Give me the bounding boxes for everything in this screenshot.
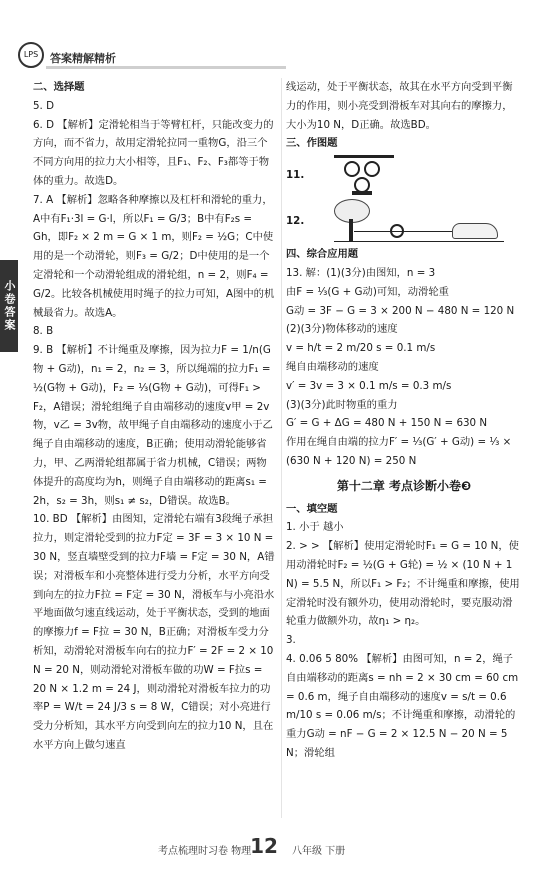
answer-paragraph: 绳自由端移动的速度	[286, 360, 379, 373]
car-tree-diagram-icon	[334, 199, 504, 243]
section-heading: 三、作图题	[286, 137, 338, 150]
answer-paragraph: 7. A 【解析】忽略各种摩擦以及杠杆和滑轮的重力，A中有F₁·3l = G·l，所以F₁ = G/3；B中有F₂s = Gh，即F₂ × 2 m = G × 1 m，则F₂ = ½G；C中使用的是一个动滑轮，则F₃ = G/2；D中使用的是一个定滑轮和一个动滑轮组成的滑轮组，n = 2，则F₄ = G/2。比较各机械使用时绳子的拉力可知，A图中的机械最省力。故选A。	[33, 193, 275, 319]
answer-paragraph: 2. > > 【解析】使用定滑轮时F₁ = G = 10 N，使用动滑轮时F₂ = ½(G + G轮) = ½ × (10 N + 1 N) = 5.5 N，所以F₁ > F₂；不计绳重和摩擦，使用定滑轮时没有额外功，使用动滑轮时，要克服动滑轮重力做额外功，故η₁ > η₂。	[286, 540, 520, 628]
side-tab: 小卷答案	[0, 260, 18, 352]
brand-title: 答案精解精析	[50, 52, 116, 65]
chapter-title: 第十二章 考点诊断小卷❸	[336, 478, 472, 493]
answer-paragraph: (3)(3分)此时物重的重力	[286, 398, 398, 411]
column-divider	[281, 78, 282, 818]
right-column	[286, 78, 522, 763]
left-column	[33, 78, 277, 755]
answer-paragraph: 1. 小于 越小	[286, 521, 344, 534]
footer-left: 考点梳理时习卷 物理	[158, 846, 252, 857]
question-number: 11.	[286, 168, 305, 181]
section-heading: 四、综合应用题	[286, 248, 359, 261]
answer-paragraph: 10. BD 【解析】由图知，定滑轮右端有3段绳子承担拉力，则定滑轮受到的拉力F定 = 3F = 3 × 10 N = 30 N，竖直墙壁受到的拉力F墙 = F定 = 30 N，A错误；对滑板车和小亮整体进行受力分析，水平方向受到向左的拉力F拉 = F定 = 30 N，滑板车与小亮沿水平地面做匀速直线运动，处于平衡状态，受到的地面的摩擦力f = F拉 = 30 N，B正确；对滑板车受力分析知，动滑轮对滑板车向右的拉力F′ = 2F = 2 × 10 N = 20 N，则动滑轮对滑板车做的功W = F拉s = 20 N × 1.2 m = 24 J，则动滑轮对滑板车拉力的功率P = W/t = 24 J/3 s = 8 W，C错误；对小亮进行受力分析知，其水平方向受到向左的拉力10 N，且在水平方向上做匀速直	[33, 513, 275, 751]
page-header	[0, 0, 534, 86]
answer-paragraph: 由F = ⅓(G + G动)可知，动滑轮重	[286, 285, 449, 298]
answer-paragraph: 8. B	[33, 325, 54, 338]
right-figure-2	[286, 153, 522, 197]
answer-paragraph: 线运动，处于平衡状态，故其在水平方向受到平衡力的作用，则小亮受到滑板车对其向右的摩擦力，大小为10 N，D正确。故选BD。	[286, 81, 513, 131]
answer-paragraph: G动 = 3F − G = 3 × 200 N − 480 N = 120 N	[286, 304, 515, 317]
section-heading: 一、填空题	[286, 502, 338, 515]
answer-paragraph: (2)(3分)物体移动的速度	[286, 323, 398, 336]
header-rule	[46, 66, 286, 69]
answer-paragraph: 作用在绳自由端的拉力F′ = ⅓(G′ + G动) = ⅓ × (630 N + 120 N) = 250 N	[286, 436, 512, 467]
page-footer	[0, 832, 534, 862]
answer-paragraph: 6. D 【解析】定滑轮相当于等臂杠杆，只能改变力的方向，而不省力，故用定滑轮拉同一重物G，沿三个不同方向用的拉力大小相等，且F₁、F₂、F₃都等于物体的重力。故选D。	[33, 118, 274, 187]
answer-paragraph: 9. B 【解析】不计绳重及摩擦，因为拉力F = 1/n(G物 + G动)，n₁ = 2，n₂ = 3，所以绳端的拉力F₁ = ½(G物 + G动)，F₂ = ⅓(G物 + G动)，可得F₁ > F₂，A错误；滑轮组绳子自由端移动的速度v甲 = 2v物，v乙 = 3v物，故甲绳子自由端移动的速度小于乙绳子自由端移动的速度，B正确；使用动滑轮能够省力，甲、乙两滑轮组都属于省力机械，C错误；两物体提升的高度均为h，则绳子自由端移动的距离s₁ = 2h，s₂ = 3h，则s₁ ≠ s₂，D错误。故选B。	[33, 344, 273, 507]
answer-paragraph: G′ = G + ΔG = 480 N + 150 N = 630 N	[286, 417, 488, 430]
footer-right: 八年级 下册	[292, 846, 346, 857]
answer-paragraph: 5. D	[33, 99, 55, 112]
answer-paragraph: v = h/t = 2 m/20 s = 0.1 m/s	[286, 342, 436, 355]
page-number: 12	[250, 834, 278, 858]
section-heading: 二、选择题	[33, 81, 85, 93]
answer-paragraph: v′ = 3v = 3 × 0.1 m/s = 0.3 m/s	[286, 379, 452, 392]
answer-paragraph: 13. 解：(1)(3分)由图知，n = 3	[286, 266, 436, 279]
logo-icon: LPS	[18, 42, 44, 68]
question-number: 12.	[286, 214, 305, 227]
answer-paragraph: 4. 0.06 5 80% 【解析】由图可知，n = 2，绳子自由端移动的距离s = nh = 2 × 30 cm = 60 cm = 0.6 m，绳子自由端移动的速度v = s/t = 0.6 m/10 s = 0.06 m/s；不计绳重和摩擦，动滑轮的重力G动 = nF − G = 2 × 12.5 N − 20 N = 5 N；滑轮组	[286, 652, 519, 759]
right-figure-3	[286, 197, 522, 245]
answer-paragraph: 3.	[286, 634, 296, 647]
pulley-diagram-icon	[334, 155, 504, 195]
